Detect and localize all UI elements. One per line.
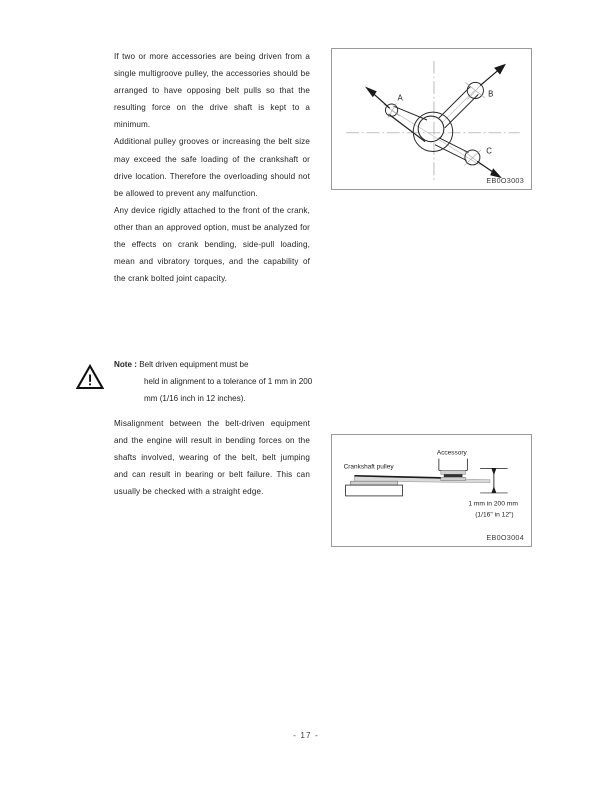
tolerance-metric-label: 1 mm in 200 mm bbox=[468, 500, 518, 508]
note-row bbox=[76, 356, 320, 407]
note-first-line-text: Belt driven equipment must be bbox=[139, 360, 249, 369]
accessory-label: Accessory bbox=[436, 449, 467, 457]
pulley-arrangement-drawing bbox=[332, 49, 531, 189]
note-block bbox=[76, 356, 320, 407]
body-text-column-secondary bbox=[114, 415, 310, 500]
note-body bbox=[114, 356, 320, 407]
figure-pulley-arrangement bbox=[331, 48, 532, 190]
note-remaining-text: held in alignment to a tolerance of 1 mm in 200 mm (1/16 inch in 12 inches). bbox=[144, 377, 313, 404]
note-first-line bbox=[114, 356, 320, 373]
belt-alignment-drawing bbox=[332, 435, 531, 546]
paragraph: Additional pulley grooves or increasing the belt size may exceed the safe loading of the crankshaft or drive location. Therefore the overloading should not be allowed to prevent any malfunction. bbox=[114, 137, 310, 198]
pulley-b-label: B bbox=[488, 89, 494, 99]
note-label: Note : bbox=[114, 360, 137, 369]
pulley-c-label: C bbox=[486, 146, 492, 156]
page-number: - 17 - bbox=[293, 731, 319, 740]
paragraph: If two or more accessories are being driven from a single multigroove pulley, the accessories should be arranged to have opposing belt pulls so that the resulting force on the drive shaft is kept to a minimum. bbox=[114, 52, 310, 130]
warning-triangle-icon bbox=[76, 364, 104, 390]
paragraph: Misalignment between the belt-driven equipment and the engine will result in bending forces on the shafts involved, wearing of the belt, belt jumping and can result in bearing or belt failure. This can usually be checked with a straight edge. bbox=[114, 419, 310, 497]
figure-code: EB0O3003 bbox=[486, 176, 524, 185]
paragraph: Any device rigidly attached to the front of the crank, other than an approved option, must be analyzed for the effects on crank bending, side-pull loading, mean and vibratory torques, and the capability of the crank bolted joint capacity. bbox=[114, 205, 310, 284]
crankshaft-pulley-label: Crankshaft pulley bbox=[343, 463, 394, 471]
figure-belt-alignment bbox=[331, 434, 532, 547]
tolerance-imperial-label: (1/16" in 12") bbox=[475, 511, 514, 519]
body-text-column bbox=[114, 48, 310, 287]
pulley-a-label: A bbox=[397, 93, 403, 103]
figure-code: EB0O3004 bbox=[486, 533, 524, 542]
